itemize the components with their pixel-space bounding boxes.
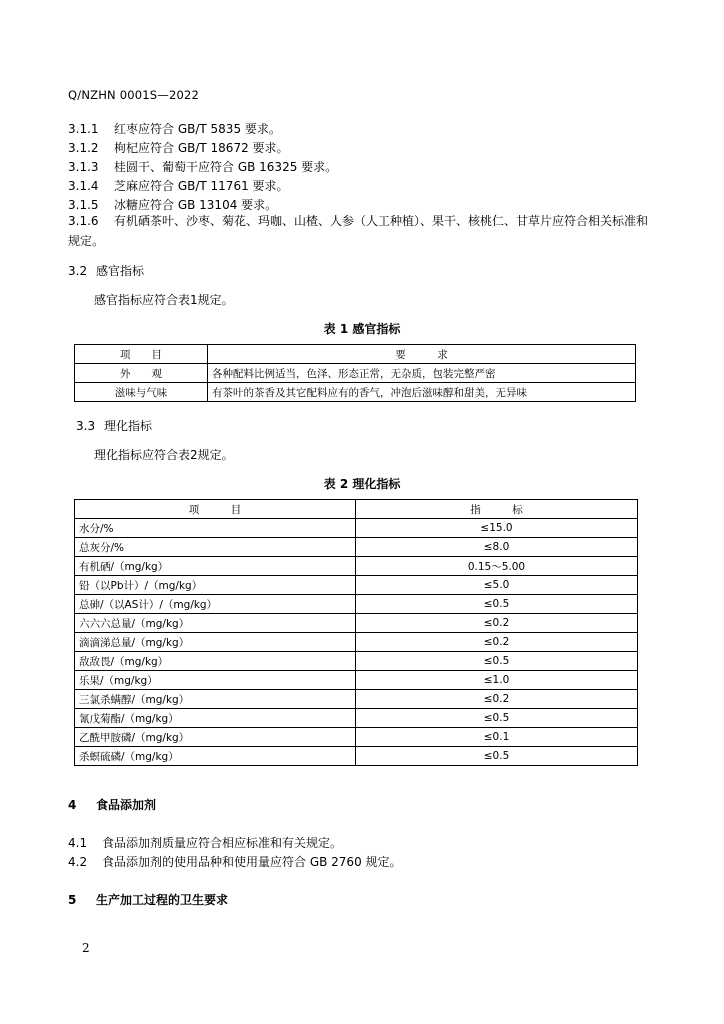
table-row xyxy=(75,576,638,595)
table-cell: ≤0.5 xyxy=(356,747,638,766)
section-3-3-body: 理化指标应符合表2规定。 xyxy=(94,448,234,462)
table-cell: 0.15～5.00 xyxy=(356,557,638,576)
table-cell: ≤0.5 xyxy=(356,595,638,614)
section-5-heading xyxy=(68,891,228,908)
table-row xyxy=(75,633,638,652)
table-cell: 有茶叶的茶香及其它配料应有的香气，冲泡后滋味醇和甜美，无异味 xyxy=(208,383,636,402)
clause-text: 桂圆干、葡萄干应符合 GB 16325 要求。 xyxy=(114,160,338,174)
section-title: 生产加工过程的卫生要求 xyxy=(96,893,229,907)
clause-text: 冰糖应符合 GB 13104 要求。 xyxy=(114,198,278,212)
table-header-cell: 要 求 xyxy=(208,345,636,364)
clause-text: 食品添加剂的使用品种和使用量应符合 GB 2760 规定。 xyxy=(102,855,402,869)
table-cell: 氰戊菊酯/（mg/kg） xyxy=(75,709,356,728)
table-cell: 滴滴涕总量/（mg/kg） xyxy=(75,633,356,652)
table1-caption: 表 1 感官指标 xyxy=(323,322,401,336)
document-id: Q/NZHN 0001S—2022 xyxy=(68,88,200,102)
section-3-3-heading xyxy=(76,417,152,434)
table-cell: 乐果/（mg/kg） xyxy=(75,671,356,690)
clause-number: 3.1.2 xyxy=(68,141,99,155)
table-physicochemical xyxy=(74,499,638,766)
table-row xyxy=(75,614,638,633)
section-title: 食品添加剂 xyxy=(96,798,157,812)
table-cell: ≤1.0 xyxy=(356,671,638,690)
table-row xyxy=(75,671,638,690)
clause-3-1-3 xyxy=(68,158,337,175)
table-header-row xyxy=(75,345,636,364)
table-row xyxy=(75,557,638,576)
table-row xyxy=(75,709,638,728)
table-row xyxy=(75,538,638,557)
clause-3-1-2 xyxy=(68,139,289,156)
clause-number: 4.1 xyxy=(68,836,88,850)
clause-text: 红枣应符合 GB/T 5835 要求。 xyxy=(114,122,281,136)
table-cell: ≤5.0 xyxy=(356,576,638,595)
table-cell: ≤0.1 xyxy=(356,728,638,747)
table-cell: 六六六总量/（mg/kg） xyxy=(75,614,356,633)
section-3-2-body: 感官指标应符合表1规定。 xyxy=(94,293,234,307)
clause-text: 芝麻应符合 GB/T 11761 要求。 xyxy=(114,179,289,193)
table-row xyxy=(75,383,636,402)
table-cell: 总灰分/% xyxy=(75,538,356,557)
clause-3-1-6 xyxy=(68,211,648,251)
section-4-heading xyxy=(68,796,156,813)
clause-4-2 xyxy=(68,853,402,870)
section-title: 理化指标 xyxy=(104,419,153,433)
table-header-cell: 项 目 xyxy=(75,345,208,364)
section-number: 5 xyxy=(68,893,77,907)
clause-4-1 xyxy=(68,834,342,851)
clause-number: 3.1.4 xyxy=(68,179,99,193)
table-cell: ≤0.2 xyxy=(356,633,638,652)
table-row xyxy=(75,652,638,671)
table-cell: 铅（以Pb计）/（mg/kg） xyxy=(75,576,356,595)
clause-number: 4.2 xyxy=(68,855,88,869)
section-title: 感官指标 xyxy=(96,264,145,278)
table-header-cell: 项 目 xyxy=(75,500,356,519)
table-cell: ≤0.2 xyxy=(356,690,638,709)
table2-caption: 表 2 理化指标 xyxy=(323,477,401,491)
clause-text: 有机硒茶叶、沙枣、菊花、玛咖、山楂、人参（人工种植）、果干、核桃仁、甘草片应符合相关标准和规定。 xyxy=(68,214,649,248)
table-cell: 各种配料比例适当，色泽、形态正常，无杂质，包装完整严密 xyxy=(208,364,636,383)
table-cell: 滋味与气味 xyxy=(75,383,208,402)
table-cell: ≤8.0 xyxy=(356,538,638,557)
table-cell: ≤0.5 xyxy=(356,652,638,671)
table-cell: 有机硒/（mg/kg） xyxy=(75,557,356,576)
clause-text: 食品添加剂质量应符合相应标准和有关规定。 xyxy=(102,836,343,850)
table-cell: 敌敌畏/（mg/kg） xyxy=(75,652,356,671)
table-cell: 总砷/（以AS计）/（mg/kg） xyxy=(75,595,356,614)
section-number: 4 xyxy=(68,798,77,812)
table-row xyxy=(75,364,636,383)
section-number: 3.3 xyxy=(76,419,96,433)
clause-3-1-1 xyxy=(68,120,281,137)
table-row xyxy=(75,595,638,614)
table-row xyxy=(75,747,638,766)
table-header-row xyxy=(75,500,638,519)
section-3-2-heading xyxy=(68,262,144,279)
table-cell: 水分/% xyxy=(75,519,356,538)
table-cell: 杀螟硫磷/（mg/kg） xyxy=(75,747,356,766)
page-number: 2 xyxy=(82,941,90,955)
clause-number: 3.1.6 xyxy=(68,214,99,228)
table-cell: 乙酰甲胺磷/（mg/kg） xyxy=(75,728,356,747)
clause-number: 3.1.1 xyxy=(68,122,99,136)
table-cell: ≤0.5 xyxy=(356,709,638,728)
table-row xyxy=(75,728,638,747)
table-cell: 外 观 xyxy=(75,364,208,383)
table-cell: ≤15.0 xyxy=(356,519,638,538)
section-number: 3.2 xyxy=(68,264,88,278)
table-row xyxy=(75,519,638,538)
table-cell: 三氯杀螨醇/（mg/kg） xyxy=(75,690,356,709)
table-header-cell: 指 标 xyxy=(356,500,638,519)
clause-text: 枸杞应符合 GB/T 18672 要求。 xyxy=(114,141,289,155)
clause-3-1-4 xyxy=(68,177,289,194)
table-row xyxy=(75,690,638,709)
table-sensory xyxy=(74,344,636,402)
clause-number: 3.1.5 xyxy=(68,198,99,212)
table-cell: ≤0.2 xyxy=(356,614,638,633)
clause-number: 3.1.3 xyxy=(68,160,99,174)
